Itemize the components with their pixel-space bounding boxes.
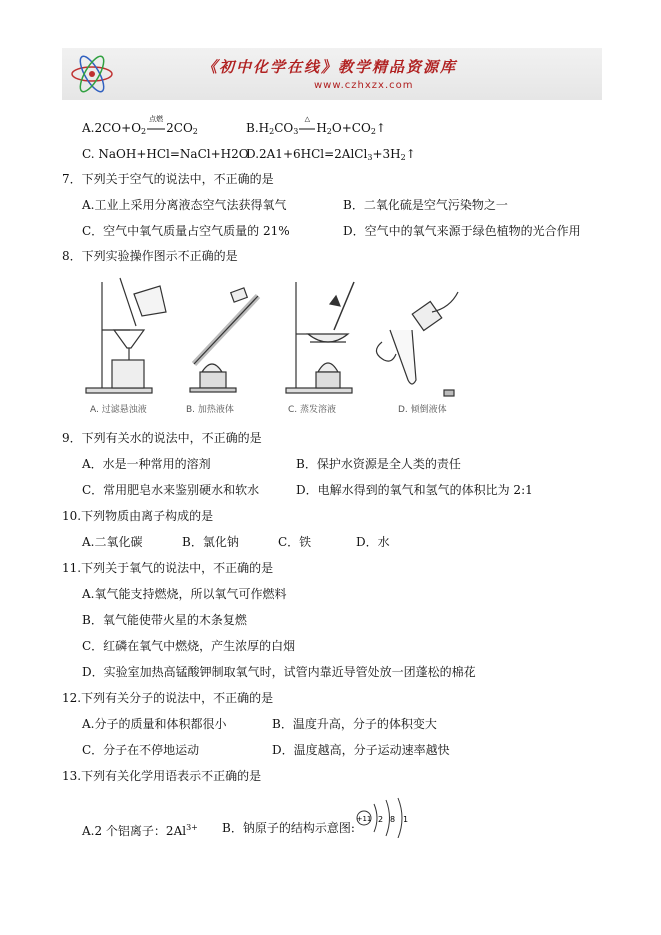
q10-option-a: A.二氧化碳 — [82, 535, 143, 549]
pouring-liquid-apparatus — [376, 292, 458, 396]
q9-option-d: D．电解水得到的氧气和氢气的体积比为 2:1 — [296, 483, 533, 497]
q11-option-c: C．红磷在氧气中燃烧，产生浓厚的白烟 — [82, 639, 296, 653]
filtration-apparatus — [86, 278, 166, 393]
q8-stem: 8．下列实验操作图示不正确的是 — [62, 249, 238, 263]
lab-operations-figure — [82, 272, 482, 420]
q7-stem: 7．下列关于空气的说法中，不正确的是 — [62, 172, 274, 186]
q13-stem: 13.下列有关化学用语表示不正确的是 — [62, 769, 262, 783]
q13-option-a: A.2 个铝离子：$2Al^{3+}$ — [82, 823, 198, 838]
q12-option-a: A.分子的质量和体积都很小 — [82, 717, 227, 731]
q10-option-c: C．铁 — [278, 535, 312, 549]
q6-option-c: C. NaOH+HCl=NaCl+H2O — [82, 147, 249, 161]
banner-url: www.czhxzx.com — [314, 80, 414, 91]
sodium-atom-diagram — [354, 794, 416, 838]
q9-option-a: A．水是一种常用的溶剂 — [82, 457, 211, 471]
q11-option-d: D．实验室加热高锰酸钾制取氧气时，试管内靠近导管处放一团蓬松的棉花 — [82, 665, 476, 679]
caption-a: A. 过滤悬浊液 — [90, 405, 147, 415]
caption-d: D. 倾倒液体 — [398, 405, 447, 415]
nucleus-charge: +11 — [356, 815, 372, 823]
q6-option-d: $D.2A1+6HCl=2AlCl_3+3H_2↑$ — [246, 147, 416, 162]
q11-option-b: B．氧气能使带火星的木条复燃 — [82, 613, 247, 627]
q7-option-a: A.工业上采用分离液态空气法获得氧气 — [82, 198, 287, 212]
q12-stem: 12.下列有关分子的说法中，不正确的是 — [62, 691, 274, 705]
q9-option-b: B．保护水资源是全人类的责任 — [296, 457, 461, 471]
q13-option-b: B．钠原子的结构示意图: — [222, 821, 355, 835]
banner-title: 《初中化学在线》教学精品资源库 — [202, 58, 458, 76]
shell-2-electrons: 8 — [390, 815, 396, 824]
atom-logo-icon — [68, 54, 116, 94]
q6-option-a: $A.2CO+O_2$ 点燃 $2CO_2$ — [82, 115, 198, 136]
q9-option-c: C．常用肥皂水来鉴别硬水和软水 — [82, 483, 260, 497]
q12-option-b: B．温度升高，分子的体积变大 — [272, 717, 437, 731]
q10-option-d: D．水 — [356, 535, 390, 549]
shell-1-electrons: 2 — [378, 815, 384, 824]
q10-stem: 10.下列物质由离子构成的是 — [62, 509, 214, 523]
header-banner — [62, 48, 602, 100]
caption-c: C. 蒸发溶液 — [288, 405, 337, 415]
q7-option-c: C．空气中氧气质量占空气质量的 21% — [82, 224, 290, 238]
q7-option-d: D．空气中的氧气来源于绿色植物的光合作用 — [343, 224, 581, 238]
q9-stem: 9．下列有关水的说法中，不正确的是 — [62, 431, 262, 445]
q11-option-a: A.氧气能支持燃烧，所以氧气可作燃料 — [82, 587, 287, 601]
q10-option-b: B．氯化钠 — [182, 535, 239, 549]
heating-liquid-apparatus — [190, 288, 258, 392]
evaporation-apparatus — [286, 282, 354, 393]
shell-3-electrons: 1 — [403, 815, 409, 824]
q12-option-d: D．温度越高，分子运动速率越快 — [272, 743, 450, 757]
q12-option-c: C．分子在不停地运动 — [82, 743, 200, 757]
q11-stem: 11.下列关于氧气的说法中，不正确的是 — [62, 561, 274, 575]
caption-b: B. 加热液体 — [186, 405, 234, 415]
q7-option-b: B．二氧化硫是空气污染物之一 — [343, 198, 508, 212]
q6-option-b: $B.H_2CO_3$ △ $H_2O+CO_2↑$ — [246, 115, 386, 136]
